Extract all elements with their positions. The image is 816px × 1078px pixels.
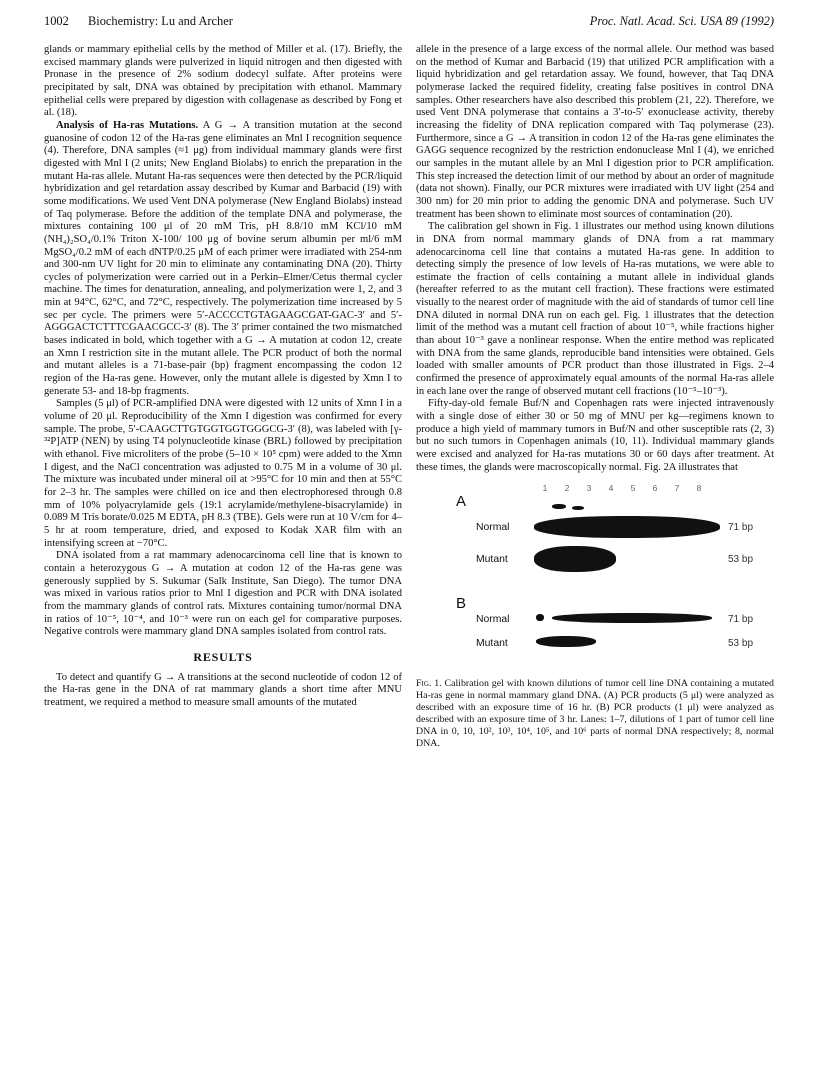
bp-71-label-b: 71 bp <box>728 614 754 626</box>
paragraph: allele in the presence of a large excess of the normal allele. Our method was based on the method of Kumar and Barbacid (19) that utilized PCR amplification with a liquid hybridization and gel retardation assay. We found, however, that Taq DNA polymerase lacked the required fidelity, creating false positives in control DNA samples. Other researchers have also described this problem (21, 22). Therefore, we used Vent DNA polymerase that contains a 3′-to-5′ exonuclease activity, thereby increasing the fidelity of DNA replication compared with Taq polymerase (23). Furthermore, since a G → A transition in codon 12 of the Ha-ras gene eliminates the GAGG sequence recognized by the restriction endonuclease Mnl I (4), we enriched our samples in the mutant allele by an Mnl I digestion prior to PCR amplification. This step increased the detection limit of our method by about an order of magnitude (data not shown). Finally, our PCR mixtures were irradiated with UV light (254 and 300 nm) for 20 min prior to adding the genomic DNA and polymerase. Such UV treatment has been shown to eliminate most sources of contamination (20). <box>416 44 774 220</box>
gel-band <box>552 504 566 509</box>
panel-a-label: A <box>456 493 467 511</box>
figure-caption <box>416 678 774 749</box>
normal-row-label-a: Normal <box>476 522 510 534</box>
lane-number: 2 <box>564 483 570 494</box>
gel-band <box>534 516 720 538</box>
figure-caption-label: Fig. 1. <box>416 678 442 690</box>
lane-number: 8 <box>696 483 702 494</box>
paragraph: To detect and quantify G → A transitions at the second nucleotide of codon 12 of the Ha-ras gene in the DNA of rat mammary glands a short time after MNU treatment, we required a method to measure small amounts of the mutated <box>44 671 402 708</box>
paragraph-text: A G → A transition mutation at the second guanosine of codon 12 of the Ha-ras gene eliminates an Mnl I recognition sequence (4). Therefore, DNA samples (≈1 μg) from individual mammary glands were first digested with Mnl I (2 units; New England Biolabs) to enrich the preparation in the mutant Ha-ras allele. Mutant Ha-ras sequences were then detected by the PCR/liquid hybridization and gel retardation assay described by Kumar and Barbacid (19) with some modifications. We used Vent DNA polymerase (New England Biolabs) instead of Taq polymerase. Before the addition of the template DNA and polymerase, the mixtures containing 100 μl of 20 mM Tris, pH 8.8/10 mM KCl/10 mM (NH₄)₂SO₄/0.1% Triton X-100/ 100 μg of bovine serum albumin per ml/6 mM MgSO₄/0.2 mM of each dNTP/0.25 μM of each primer were irradiated with 254-nm and 300-nm UV light for 20 min to eliminate any contaminating DNA (20). Thirty cycles of polymerization were carried out in a Perkin–Elmer/Cetus thermal cycler machine. The times for denaturation, annealing, and polymerization were 1, 2, and 3 min at 94°C, 62°C, and 72°C, respectively. The polymerization time increased by 5 sec per cycle. The primers were 5′-ACCCCTGTAGAAGCGAT-GAC-3′ and 5′-AGGGACTCTTTCGAACGCC-3′ (8). The 3′ primer contained the two mismatched bases indicated in bold, which together with a G → A mutation at codon 12, create an Xmn I restriction site in the mutant allele. The PCR product of both the normal and mutant alleles is a 71-base-pair (bp) fragment encompassing the codon 12 region of the Ha-ras gene. However, only the mutant allele is digested by Xmn I to generate 53- and 18-bp fragments. <box>44 119 402 397</box>
journal-reference: Proc. Natl. Acad. Sci. USA 89 (1992) <box>589 14 774 28</box>
bp-53-label-b: 53 bp <box>728 638 754 650</box>
normal-row-label-b: Normal <box>476 614 510 626</box>
paragraph: Fifty-day-old female Buf/N and Copenhagen rats were injected intravenously with a single dose of either 30 or 50 mg of MNU per kg—regimens known to produce a high yield of mammary tumors in Buf/N and other susceptible rats (2, 3) but no such tumors in Copenhagen animals (10, 11). Individual mammary glands were excised and analyzed for Ha-ras mutations 30 or 60 days after treatment. At these times, the glands were macroscopically normal. Fig. 2A illustrates that <box>416 398 774 473</box>
paragraph: glands or mammary epithelial cells by the method of Miller et al. (17). Briefly, the excised mammary glands were pulverized in liquid nitrogen and then digested with Pronase in the presence of 2% sodium dodecyl sulfate. After proteins were precipitated by salt, DNA was obtained by precipitation with ethanol. Mammary epithelial cells were prepared by digestion with collagenase as described by Fong et al. (18). <box>44 44 402 119</box>
lane-number: 1 <box>542 483 548 494</box>
page-header <box>44 14 774 32</box>
panel-b-label: B <box>456 595 467 613</box>
mutant-row-label-a: Mutant <box>476 554 508 566</box>
lane-number: 7 <box>674 483 680 494</box>
figure-1 <box>416 478 774 749</box>
lane-number: 3 <box>586 483 592 494</box>
gel-band <box>572 506 584 510</box>
paragraph: The calibration gel shown in Fig. 1 illustrates our method using known dilutions in DNA from normal mammary glands of DNA from a rat mammary adenocarcinoma cell line that contains a mutated Ha-ras gene. In addition to detecting simply the presence of low levels of Ha-ras mutations, we were able to estimate the fraction of cells containing a mutant allele in individual glands (hereafter referred to as the mutant cell fraction). These fractions were estimated visually to the nearest order of magnitude with the aid of standards of tumor cell line DNA diluted in normal DNA run on each gel. Fig. 1 illustrates that the detection limit of the method was a mutant cell fraction of about 10⁻⁵, while fractions higher than about 10⁻³ gave a nonlinear response. When the entire method was replicated with DNA from the same glands, reproducible band intensities were obtained. Gels loaded with smaller amounts of PCR product than those illustrated in Figs. 2–4 confirmed the presence of approximately equal amounts of the normal Ha-ras allele in each lane over the range of observed mutant cell fractions (10⁻⁵–10⁻³). <box>416 221 774 397</box>
gel-band <box>552 613 712 623</box>
mutant-row-label-b: Mutant <box>476 638 508 650</box>
lane-numbers <box>534 482 710 495</box>
figure-caption-text: Calibration gel with known dilutions of tumor cell line DNA containing a mutated Ha-ras gene in normal mammary gland DNA. (A) PCR products (5 μl) were analyzed as described with an exposure time of 16 hr. (B) PCR products (1 μl) were analyzed as described with an exposure time of 3 hr. Lanes: 1–7, dilutions of 1 part of tumor cell line DNA in 0, 10, 10², 10³, 10⁴, 10⁵, and 10⁶ parts of normal DNA respectively; 8, normal DNA. <box>416 678 774 749</box>
right-column <box>416 44 774 749</box>
lane-number: 5 <box>630 483 636 494</box>
running-head: Biochemistry: Lu and Archer <box>88 14 233 28</box>
lane-number: 6 <box>652 483 658 494</box>
paragraph: Samples (5 μl) of PCR-amplified DNA were digested with 12 units of Xmn I in a volume of 20 μl. Reproducibility of the Xmn I digestion was confirmed for every sample. The probe, 5′-CAAGCTTGTGGTGGTGGGCG-3′ (8), was labeled with [γ-³²P]ATP (NEN) by using T4 polynucleotide kinase (BRL) followed by precipitation with ethanol. Five microliters of the probe (5–10 × 10⁵ cpm) were added to the Xmn I digest, and the NaCl concentration was adjusted to 0.75 M in a volume of 30 μl. The mixture was incubated under mineral oil at >95°C for 10 min and then at 55°C for 2–3 hr. The samples were chilled on ice and then electrophoresed through 0.8 mm of 10% polyacrylamide gels (19:1 acrylamide/methylene-bisacrylamide) in 0.089 M Tris borate/0.025 M EDTA, pH 8.3 (TBE). Gels were run at 10 V/cm for 4–5 hr at room temperature, dried, and exposed to Kodak XAR film with an intensifying screen at −70°C. <box>44 398 402 549</box>
bp-71-label-a: 71 bp <box>728 522 754 534</box>
paragraph <box>44 120 402 398</box>
paragraph: DNA isolated from a rat mammary adenocarcinoma cell line that is known to contain a heterozygous G → A mutation at codon 12 of the Ha-ras gene was generously supplied by S. Sukumar (Salk Institute, San Diego). The tumor DNA was mixed in various ratios prior to Mnl I digestion and PCR with DNA isolated from the mammary glands of control rats. Mixtures containing tumor/normal DNA in ratios of 10⁻⁵, 10⁻⁴, and 10⁻³ were run on each gel for comparative purposes. Negative controls were mammary gland DNA samples isolated from control rats. <box>44 550 402 638</box>
gel-band <box>536 614 544 621</box>
gel-band <box>534 546 616 572</box>
lane-number: 4 <box>608 483 614 494</box>
left-column <box>44 44 402 709</box>
bp-53-label-a: 53 bp <box>728 554 754 566</box>
section-run-in-title: Analysis of Ha-ras Mutations. <box>56 119 199 131</box>
gel-band <box>536 636 596 647</box>
page-number: 1002 <box>44 14 69 28</box>
section-heading: RESULTS <box>193 649 253 664</box>
